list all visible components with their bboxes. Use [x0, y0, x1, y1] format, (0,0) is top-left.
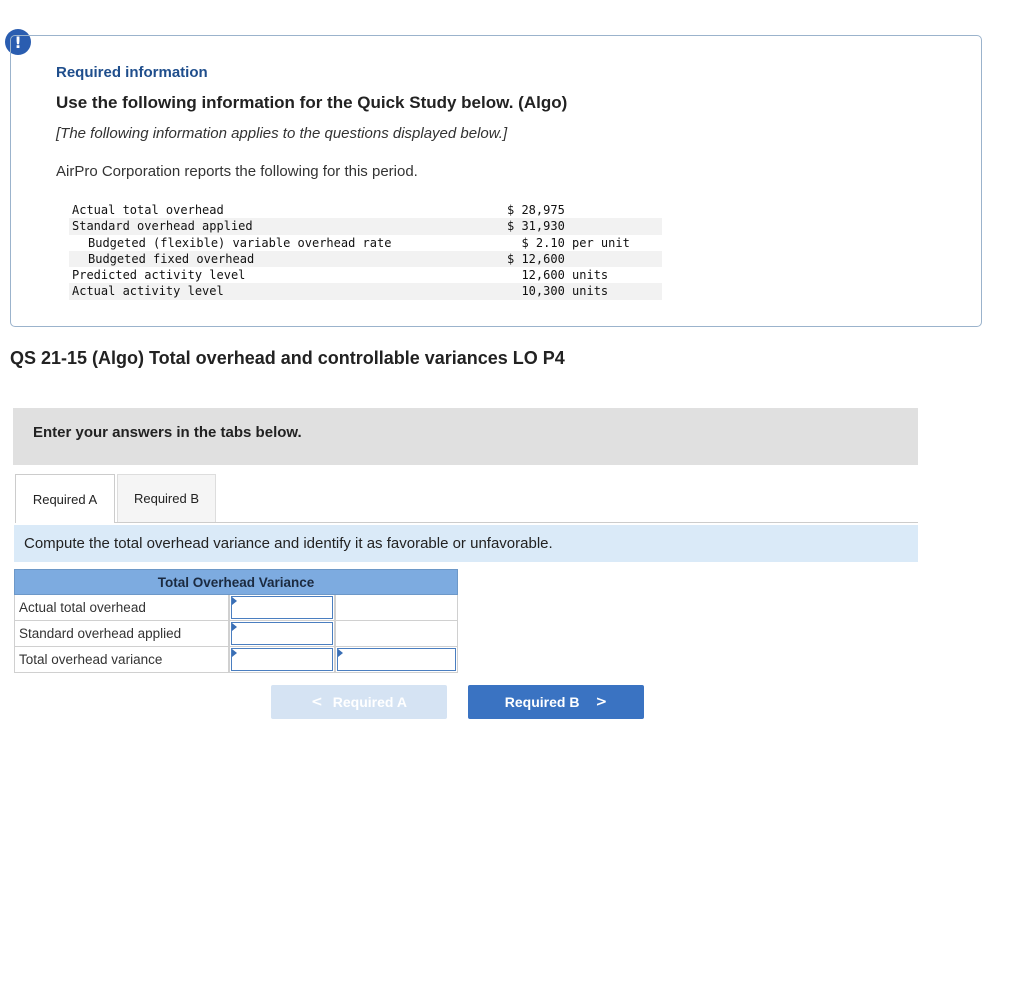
previous-required-a-button[interactable]: [271, 685, 447, 719]
row-label: Standard overhead applied: [14, 621, 229, 647]
actual-total-overhead-input[interactable]: [231, 596, 333, 619]
table-cell: [229, 595, 335, 621]
tab-required-a[interactable]: [15, 474, 115, 523]
data-row-value: $ 12,600: [507, 251, 565, 266]
data-row-label: Predicted activity level: [72, 268, 246, 283]
table-cell-empty: [335, 621, 458, 647]
applies-note: [The following information applies to the questions displayed below.]: [56, 125, 508, 142]
data-row: [69, 283, 662, 299]
alert-icon: !: [5, 29, 31, 55]
variance-classification-select[interactable]: [337, 648, 456, 671]
table-cell: [229, 621, 335, 647]
chevron-left-icon: <: [311, 694, 323, 710]
overhead-data-table: [69, 202, 662, 300]
data-row-value: $ 2.10 per unit: [507, 235, 630, 250]
data-row: [69, 251, 662, 267]
data-row-value: $ 31,930: [507, 219, 565, 234]
required-information-box: [10, 35, 982, 327]
next-button-label: Required B: [504, 694, 580, 710]
total-overhead-variance-table: [14, 569, 458, 674]
standard-overhead-applied-input[interactable]: [231, 622, 333, 645]
enter-answers-text: Enter your answers in the tabs below.: [33, 424, 302, 441]
instruction-text: Compute the total overhead variance and identify it as favorable or unfavorable.: [24, 535, 553, 552]
use-following-heading: Use the following information for the Quick Study below. (Algo): [56, 93, 568, 112]
table-row: [14, 595, 458, 621]
tab-label: Required B: [133, 491, 200, 506]
instruction-bar: [14, 525, 918, 562]
tab-required-b[interactable]: [117, 474, 216, 523]
data-row-label: Budgeted fixed overhead: [88, 251, 255, 266]
table-cell-empty: [335, 595, 458, 621]
data-row-label: Actual activity level: [72, 284, 224, 299]
data-row-label: Standard overhead applied: [72, 219, 253, 234]
total-overhead-variance-input[interactable]: [231, 648, 333, 671]
row-label: Actual total overhead: [14, 595, 229, 621]
data-row: [69, 267, 662, 283]
data-row-value: $ 28,975: [507, 203, 565, 217]
data-row-value: 10,300 units: [507, 284, 609, 299]
next-required-b-button[interactable]: [468, 685, 644, 719]
data-row: [69, 202, 662, 218]
data-row-label: Actual total overhead: [72, 203, 224, 217]
data-row-label: Budgeted (flexible) variable overhead rate: [88, 235, 392, 250]
enter-answers-panel: [13, 408, 918, 465]
data-row: [69, 235, 662, 251]
table-header: Total Overhead Variance: [14, 569, 458, 595]
table-cell: [335, 647, 458, 673]
question-title: QS 21-15 (Algo) Total overhead and controllable variances LO P4: [10, 348, 565, 368]
tab-label: Required A: [32, 491, 98, 507]
required-information-title: Required information: [56, 64, 208, 81]
data-row-value: 12,600 units: [507, 268, 609, 283]
table-cell: [229, 647, 335, 673]
company-report-line: AirPro Corporation reports the following for this period.: [56, 163, 418, 180]
row-label: Total overhead variance: [14, 647, 229, 673]
tab-divider: [115, 522, 918, 523]
previous-button-label: Required A: [332, 694, 407, 710]
table-row: [14, 647, 458, 673]
table-row: [14, 621, 458, 647]
data-row: [69, 218, 662, 234]
chevron-right-icon: >: [595, 694, 608, 710]
